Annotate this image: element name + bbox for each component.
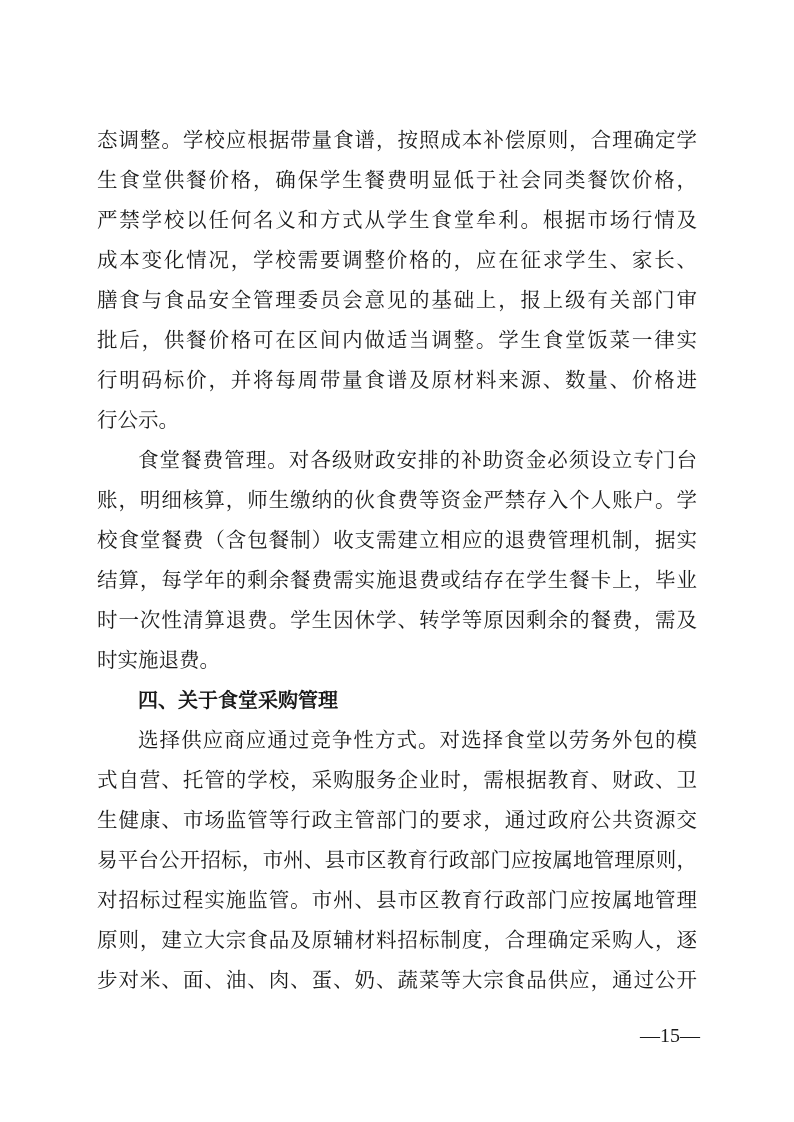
- paragraph-3-line-4: 易平台公开招标，市州、县市区教育行政部门应按属地管理原则，: [97, 848, 697, 872]
- paragraph-2-line-3: 校食堂餐费（含包餐制）收支需建立相应的退费管理机制，据实: [97, 528, 697, 552]
- paragraph-3-line-7: 步对米、面、油、肉、蛋、奶、蔬菜等大宗食品供应，通过公开: [97, 968, 697, 992]
- paragraph-1-line-1: 态调整。学校应根据带量食谱，按照成本补偿原则，合理确定学: [97, 128, 697, 152]
- paragraph-1-line-3: 严禁学校以任何名义和方式从学生食堂牟利。根据市场行情及: [97, 208, 697, 232]
- paragraph-1-line-4: 成本变化情况，学校需要调整价格的，应在征求学生、家长、: [97, 248, 697, 272]
- paragraph-2-line-5: 时一次性清算退费。学生因休学、转学等原因剩余的餐费，需及: [97, 608, 697, 632]
- paragraph-2-line-2: 账，明细核算，师生缴纳的伙食费等资金严禁存入个人账户。学: [97, 488, 697, 512]
- paragraph-3-line-3: 生健康、市场监管等行政主管部门的要求，通过政府公共资源交: [97, 808, 697, 832]
- paragraph-3-line-1: 选择供应商应通过竞争性方式。对选择食堂以劳务外包的模: [138, 728, 697, 752]
- paragraph-1-line-7: 行明码标价，并将每周带量食谱及原材料来源、数量、价格进: [97, 368, 697, 392]
- paragraph-1-line-2: 生食堂供餐价格，确保学生餐费明显低于社会同类餐饮价格，: [97, 168, 697, 192]
- paragraph-3-line-6: 原则，建立大宗食品及原辅材料招标制度，合理确定采购人，逐: [97, 928, 697, 952]
- paragraph-2-line-1: 食堂餐费管理。对各级财政安排的补助资金必须设立专门台: [138, 448, 697, 472]
- paragraph-3-line-5: 对招标过程实施监管。市州、县市区教育行政部门应按属地管理: [97, 888, 697, 912]
- paragraph-1-line-8: 行公示。: [97, 408, 179, 432]
- paragraph-1-line-5: 膳食与食品安全管理委员会意见的基础上，报上级有关部门审: [97, 288, 697, 312]
- paragraph-2-line-6: 时实施退费。: [97, 648, 220, 672]
- paragraph-1-line-6: 批后，供餐价格可在区间内做适当调整。学生食堂饭菜一律实: [97, 328, 697, 352]
- page-number: —15—: [640, 1025, 700, 1047]
- paragraph-3-line-2: 式自营、托管的学校，采购服务企业时，需根据教育、财政、卫: [97, 768, 697, 792]
- section-heading: 四、关于食堂采购管理: [138, 688, 338, 712]
- paragraph-2-line-4: 结算，每学年的剩余餐费需实施退费或结存在学生餐卡上，毕业: [97, 568, 697, 592]
